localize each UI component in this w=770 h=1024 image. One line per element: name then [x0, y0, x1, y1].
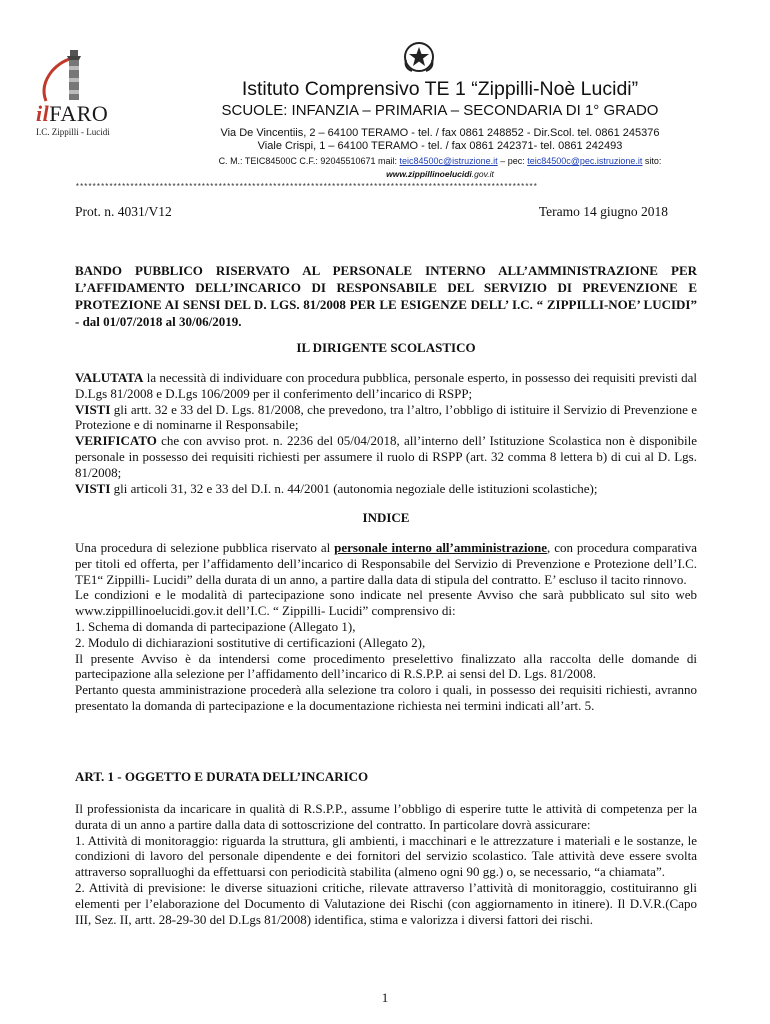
premises-block — [75, 370, 697, 496]
avviso-paragraph: Il presente Avviso è da intendersi come procedimento preselettivo finalizzato alla raccolta delle domande di partecipazione alla selezione per l’affidamento dell’incarico di R.S.P.P. ai sensi del D. Lgs. 81/2008. — [75, 650, 697, 682]
document-date: Teramo 14 giugno 2018 — [538, 204, 668, 219]
school-title: Istituto Comprensivo TE 1 “Zippilli-Noè Lucidi” — [241, 78, 639, 100]
valutata-paragraph: VALUTATA la necessità di individuare con procedura pubblica, personale esperto, in possesso dei requisiti previsti dal D.Lgs 81/2008 e D.Lgs 106/2009 per il conferimento dell’incarico di RSPP; — [75, 370, 697, 401]
school-subtitle: SCUOLE: INFANZIA – PRIMARIA – SECONDARIA DI 1° GRADO — [221, 102, 659, 119]
article-1-body — [75, 801, 697, 927]
contacts-line: C. M.: TEIC84500C C.F.: 92045510671 mail: teic84500c@istruzione.it – pec: teic84500c@pec.istruzione.it sito: — [218, 156, 662, 166]
protocol-number: Prot. n. 4031/V12 — [75, 204, 172, 219]
address-line-2: Viale Crispi, 1 – 64100 TERAMO - tel. / fax 0861 242371- tel. 0861 242493 — [257, 140, 623, 152]
procedure-block — [75, 540, 697, 714]
indice-heading: INDICE — [362, 510, 410, 525]
dirigente-heading: IL DIRIGENTE SCOLASTICO — [296, 340, 476, 355]
republic-emblem-icon — [402, 40, 436, 74]
article-1-title: ART. 1 - OGGETTO E DURATA DELL’INCARICO — [75, 769, 369, 784]
logo-wordmark: ilFARO — [36, 101, 109, 126]
address-line-1: Via De Vincentiis, 2 – 64100 TERAMO - tel. / fax 0861 248852 - Dir.Scol. tel. 0861 245376 — [220, 127, 660, 139]
pertanto-paragraph: Pertanto questa amministrazione procederà alla selezione tra coloro i quali, in possesso dei requisiti richiesti, avranno presentato la domanda di partecipazione e la documentazione richiesta nei termini indicati all’art. 5. — [75, 682, 697, 713]
page-number: 1 — [381, 990, 389, 1005]
list-item: 1. Schema di domanda di partecipazione (Allegato 1), — [75, 618, 356, 634]
visti-paragraph-1: VISTI gli artt. 32 e 33 del D. Lgs. 81/2008, che prevedono, tra l’altro, l’obbligo di istituire il Servizio di Prevenzione e Protezione e di nominarne il Responsabile; — [75, 401, 697, 433]
website-link[interactable]: www.zippillinoelucidi.gov.it — [386, 169, 494, 179]
list-item: 2. Modulo di dichiarazioni sostitutive di certificazioni (Allegato 2), — [75, 634, 426, 650]
conditions-paragraph: Le condizioni e le modalità di partecipazione sono indicate nel presente Avviso che sarà pubblicato sul sito web www.zippillinoelucidi.gov.it dell’I.C. “ Zippilli- Lucidi” comprensivo di: — [75, 587, 697, 619]
procedure-paragraph: Una procedura di selezione pubblica riservato al personale interno all’amministrazione, con procedura comparativa per titoli ed offerta, per l’affidamento dell’incarico di Responsabile del Servizio di Prevenzione e Protezione dell’I.C. TE1“ Zippilli- Lucidi” della durata di un anno, a partire dalla data di stipula del contratto. E’ escluso il tacito rinnovo. — [75, 540, 697, 587]
separator-line: ************************************************************************************************************** — [75, 183, 538, 192]
article-1-paragraph-1: Il professionista da incaricare in qualità di R.S.P.P., assume l’obbligo di esperire tutte le attività di competenza per la durata di un anno a partire dalla data di sottoscrizione del contratto. In particolare dovrà assicurare: — [75, 801, 697, 832]
mail-link[interactable]: teic84500c@istruzione.it — [399, 156, 498, 166]
article-1-paragraph-3: 2. Attività di previsione: le diverse situazioni critiche, rilevate attraverso l’attività di monitoraggio, costituiranno gli elementi per l’elaborazione del Documento di Valutazione dei Rischi (con aggiornamento in itinere). Il D.V.R.(Capo III, Sez. II, artt. 28-29-30 del D.Lgs 81/2008) identifica, stima e valorizza i diversi fattori dei rischi. — [75, 879, 697, 927]
bando-heading: BANDO PUBBLICO RISERVATO AL PERSONALE INTERNO ALL’AMMINISTRAZIONE PER L’AFFIDAMENTO DELL’INCARICO DI RESPONSABILE DEL SERVIZIO DI PREVENZIONE E PROTEZIONE AI SENSI DEL D. LGS. 81/2008 PER LE ESIGENZE DELL’ I.C. “ ZIPPILLI-NOE’ LUCIDI” - dal 01/07/2018 al 30/06/2019. — [75, 263, 697, 329]
pec-link[interactable]: teic84500c@pec.istruzione.it — [527, 156, 643, 166]
logo-caption: I.C. Zippilli - Lucidi — [36, 127, 110, 137]
verificato-paragraph: VERIFICATO che con avviso prot. n. 2236 del 05/04/2018, all’interno dell’ Istituzione Scolastica non è disponibile personale in possesso dei requisiti richiesti per assumere il ruolo di RSPP (art. 32 comma 8 lettera b) di cui al D. Lgs. 81/2008; — [75, 433, 697, 480]
visti-paragraph-2: VISTI gli articoli 31, 32 e 33 del D.I. n. 44/2001 (autonomia negoziale delle istituzioni scolastiche); — [75, 480, 598, 496]
article-1-paragraph-2: 1. Attività di monitoraggio: riguarda la struttura, gli ambienti, i macchinari e le attrezzature i materiali e le sostanze, le condizioni di lavoro del personale dipendente e dei fornitori del servizio scolastico. Tale attività deve essere svolta attraverso sopralluoghi da effettuarsi con periodicità stabilita (almeno ogni 90 gg.) o, se necessario, “a chiamata”. — [75, 832, 697, 880]
